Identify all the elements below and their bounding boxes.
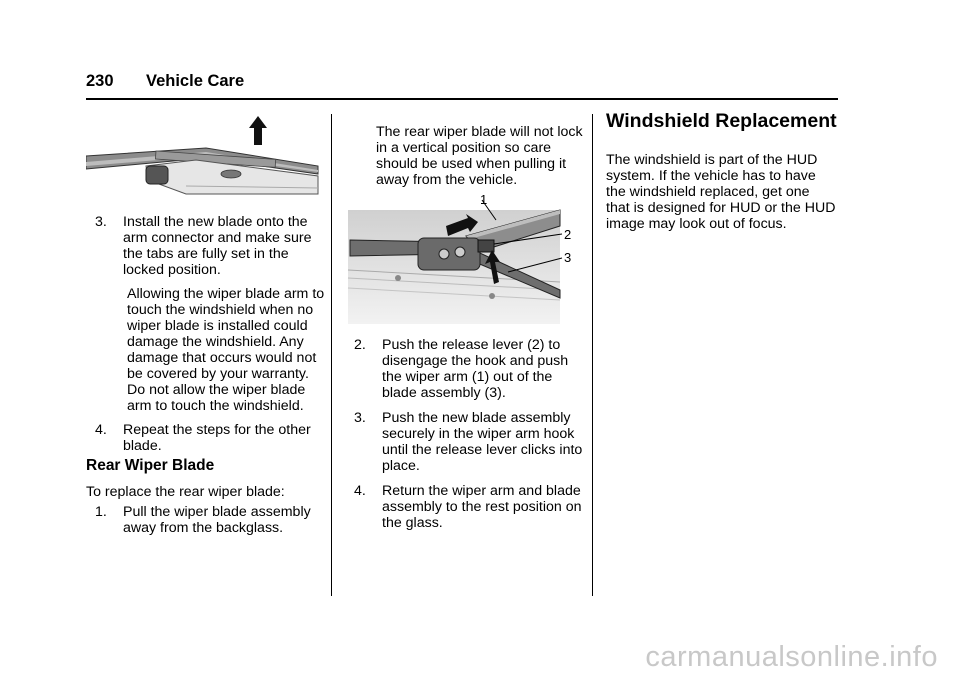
- step-text: Push the new blade assembly securely in the wiper arm hook until the release lever clicks into place.: [382, 410, 583, 474]
- step-text: Pull the wiper blade assembly away from the backglass.: [123, 504, 311, 536]
- step-number: 3.: [95, 214, 107, 230]
- rear-wiper-intro: To replace the rear wiper blade:: [86, 484, 285, 500]
- callout-3: 3: [564, 250, 572, 265]
- warranty-note: Allowing the wiper blade arm to touch the windshield when no wiper blade is installed could damage the windshield. Any damage that occurs would not be covered by your warranty. Do not allow the wiper blade arm to touch the windshield.: [127, 286, 325, 414]
- step-text: Push the release lever (2) to disengage the hook and push the wiper arm (1) out of the blade assembly (3).: [382, 337, 569, 401]
- column-1: [95, 214, 327, 454]
- list-item-step-4: [354, 483, 586, 531]
- list-item-step-3: [95, 214, 327, 278]
- column-2-steps: [354, 337, 586, 531]
- step-number: 4.: [354, 483, 366, 499]
- step-text: Return the wiper arm and blade assembly to the rest position on the glass.: [382, 483, 582, 531]
- column-divider-2: [592, 114, 593, 596]
- step-number: 1.: [95, 504, 107, 520]
- rear-wiper-caution: The rear wiper blade will not lock in a vertical position so care should be used when pulling it away from the vehicle.: [376, 124, 583, 189]
- section-title: Vehicle Care: [146, 72, 245, 90]
- windshield-replacement-heading: Windshield Replacement: [606, 110, 837, 132]
- page-number: 230: [86, 72, 114, 90]
- watermark: carmanualsonline.info: [645, 641, 938, 673]
- step-text: Repeat the steps for the other blade.: [123, 422, 311, 454]
- callout-1: 1: [480, 192, 488, 207]
- step-number: 4.: [95, 422, 107, 438]
- list-item-rear-step-1: [95, 504, 327, 536]
- step-number: 2.: [354, 337, 366, 353]
- rear-wiper-heading: Rear Wiper Blade: [86, 457, 215, 474]
- list-item-step-2: [354, 337, 586, 401]
- rear-wiper-steps: [95, 504, 327, 536]
- up-arrow-icon: [249, 116, 267, 145]
- page-header: [86, 72, 244, 91]
- rear-wiper-figure: [346, 192, 584, 326]
- callout-2: 2: [564, 227, 572, 242]
- column-divider-1: [331, 114, 332, 596]
- list-item-step-4: [95, 422, 327, 454]
- header-rule: [86, 98, 838, 100]
- wiper-blade-install-figure: [86, 114, 320, 196]
- step-number: 3.: [354, 410, 366, 426]
- list-item-step-3: [354, 410, 586, 474]
- step-text: Install the new blade onto the arm connector and make sure the tabs are fully set in the locked position.: [123, 214, 312, 278]
- windshield-replacement-body: The windshield is part of the HUD system. If the vehicle has to have the windshield replaced, get one that is designed for HUD or the HUD image may look out of focus.: [606, 152, 836, 233]
